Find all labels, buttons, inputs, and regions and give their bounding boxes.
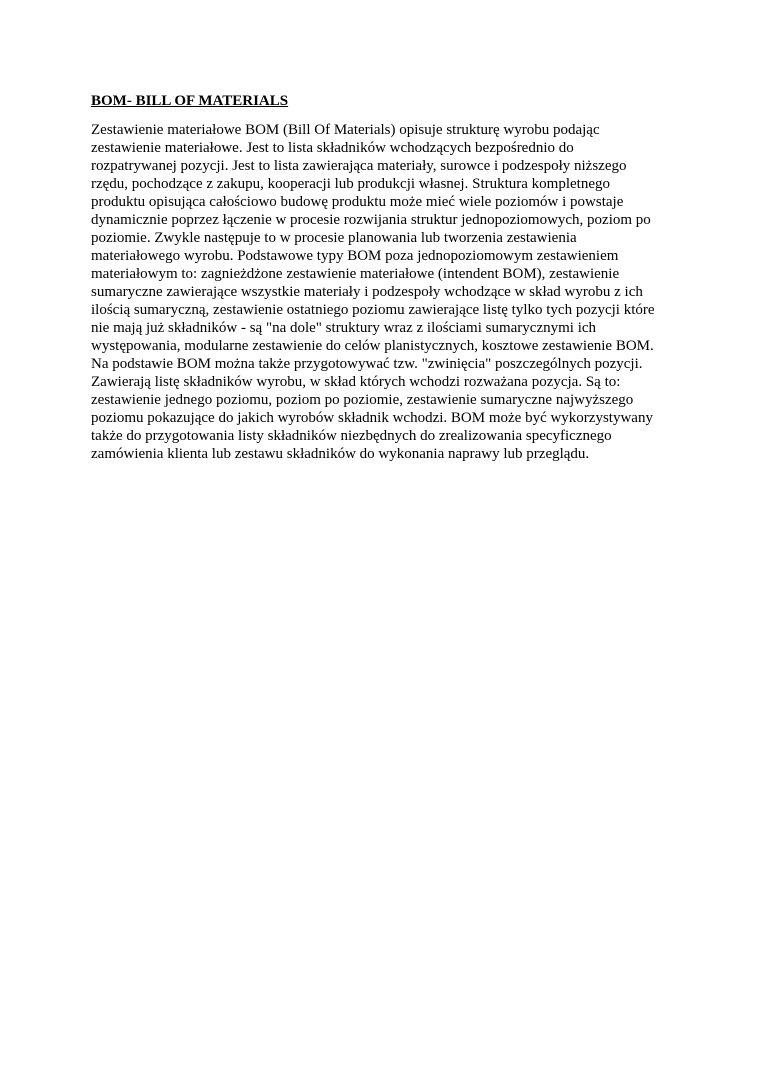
- paragraph-line: rzędu, pochodzące z zakupu, kooperacji lub produkcji własnej. Struktura kompletnego: [91, 176, 610, 192]
- paragraph-line: występowania, modularne zestawienie do celów planistycznych, kosztowe zestawienie BOM.: [91, 338, 654, 354]
- paragraph-line: materiałowym to: zagnieżdżone zestawienie materiałowe (intendent BOM), zestawienie: [91, 266, 620, 282]
- paragraph-line: ilością sumaryczną, zestawienie ostatniego poziomu zawierające listę tylko tych pozycji które: [91, 302, 655, 318]
- paragraph-line: materiałowego wyrobu. Podstawowe typy BOM poza jednopoziomowym zestawieniem: [91, 248, 619, 264]
- paragraph-line: zamówienia klienta lub zestawu składników do wykonania naprawy lub przeglądu.: [91, 446, 590, 462]
- paragraph-line: poziomie. Zwykle następuje to w procesie planowania lub tworzenia zestawienia: [91, 230, 577, 246]
- paragraph-line: Zestawienie materiałowe BOM (Bill Of Materials) opisuje strukturę wyrobu podając: [91, 122, 600, 138]
- paragraph-line: rozpatrywanej pozycji. Jest to lista zawierająca materiały, surowce i podzespoły niższego: [91, 158, 627, 174]
- paragraph-line: Na podstawie BOM można także przygotowywać tzw. "zwinięcia" poszczególnych pozycji.: [91, 356, 643, 372]
- paragraph-line: sumaryczne zawierające wszystkie materiały i podzespoły wchodzące w skład wyrobu z ich: [91, 284, 643, 300]
- document-title: BOM- BILL OF MATERIALS: [91, 93, 289, 109]
- paragraph-line: zestawienie materiałowe. Jest to lista składników wchodzących bezpośrednio do: [91, 140, 574, 156]
- paragraph-line: poziomu pokazujące do jakich wyrobów składnik wchodzi. BOM może być wykorzystywany: [91, 410, 653, 426]
- paragraph-line: produktu opisująca całościowo budowę produktu może mieć wiele poziomów i powstaje: [91, 194, 624, 210]
- paragraph-line: nie mają już składników - są "na dole" struktury wraz z ilościami sumarycznymi ich: [91, 320, 597, 336]
- body-paragraph: [91, 121, 691, 463]
- paragraph-line: dynamicznie poprzez łączenie w procesie rozwijania struktur jednopoziomowych, poziom po: [91, 212, 651, 228]
- paragraph-line: także do przygotowania listy składników niezbędnych do zrealizowania specyficznego: [91, 428, 612, 444]
- paragraph-line: Zawierają listę składników wyrobu, w skład których wchodzi rozważana pozycja. Są to:: [91, 374, 621, 390]
- paragraph-line: zestawienie jednego poziomu, poziom po poziomie, zestawienie sumaryczne najwyższego: [91, 392, 634, 408]
